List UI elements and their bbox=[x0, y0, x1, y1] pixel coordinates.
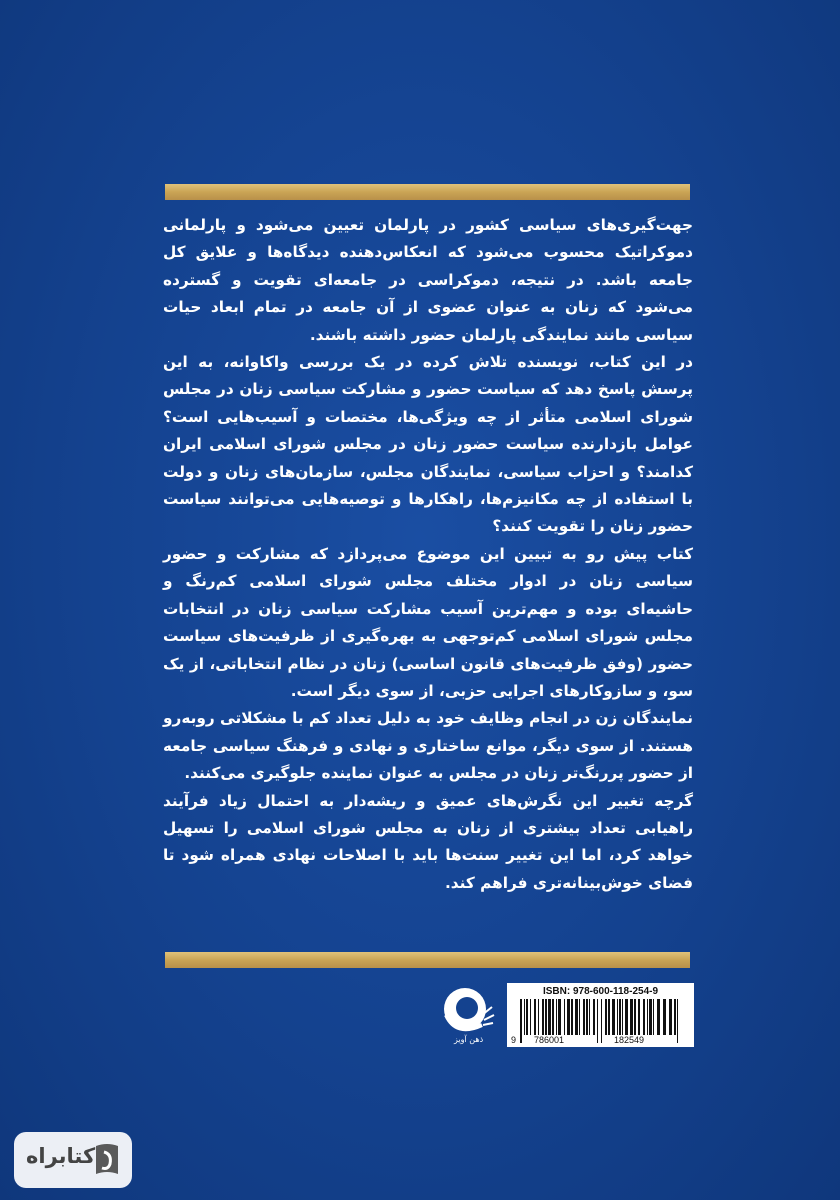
back-cover-description bbox=[163, 212, 693, 897]
isbn-barcode bbox=[507, 983, 694, 1047]
barcode-bar bbox=[526, 999, 528, 1035]
kitabrah-watermark bbox=[14, 1132, 132, 1188]
barcode-bar bbox=[579, 999, 580, 1035]
barcode-bar bbox=[524, 999, 525, 1035]
barcode-bar bbox=[643, 999, 645, 1035]
barcode-bar bbox=[558, 999, 561, 1035]
barcode-bar bbox=[597, 999, 598, 1043]
barcode-bar bbox=[625, 999, 628, 1035]
watermark-label: کتابراه bbox=[26, 1144, 96, 1168]
barcode-bar bbox=[674, 999, 676, 1035]
barcode-lead-digit: 9 bbox=[511, 1035, 517, 1045]
barcode-bar bbox=[605, 999, 607, 1035]
barcode-bar bbox=[538, 999, 539, 1035]
barcode-bar bbox=[653, 999, 654, 1035]
barcode-bar bbox=[617, 999, 618, 1035]
barcode-bar bbox=[548, 999, 551, 1035]
barcode-bar bbox=[542, 999, 544, 1035]
barcode-bar bbox=[634, 999, 636, 1035]
barcode-bar bbox=[657, 999, 660, 1035]
description-paragraph-2: در این کتاب، نویسنده تلاش کرده در یک بررسی واکاوانه، به این پرسش پاسخ دهد که سیاست حضور و مشارکت سیاسی زنان در مجلس شورای اسلامی متأثر از چه ویژگی‌ها، مختصات و آسیب‌هایی است؟ عوامل بازدارنده سیاست حضور زنان در مجلس شورای اسلامی ایران کدامند؟ و احزاب سیاسی، نمایندگان مجلس، سازمان‌های زنان و دولت با استفاده از چه مکانیزم‌ها، راهکارها و توصیه‌هایی می‌توانند سیاست حضور زنان را تقویت کنند؟ bbox=[163, 353, 693, 536]
barcode-bar bbox=[630, 999, 633, 1035]
barcode-bar bbox=[567, 999, 570, 1035]
description-paragraph-5: گرچه تغییر این نگرش‌های عمیق و ریشه‌دار به احتمال زیاد فرآیند راهیابی تعداد بیشتری از زنان به مجلس شورای اسلامی را تسهیل خواهد کرد، اما این تغییر سنت‌ها باید با اصلاحات نهادی همراه شود تا فضای خوش‌بینانه‌تری فراهم کند. bbox=[163, 791, 693, 892]
barcode-bar bbox=[534, 999, 536, 1035]
barcode-bar bbox=[593, 999, 595, 1035]
barcode-bar bbox=[571, 999, 573, 1035]
isbn-label: ISBN: 978-600-118-254-9 bbox=[542, 986, 659, 997]
publisher-name: ذهن آویز bbox=[454, 1035, 484, 1044]
barcode-bar bbox=[669, 999, 672, 1035]
barcode-bar bbox=[552, 999, 554, 1035]
book-logo-icon bbox=[90, 1140, 124, 1180]
barcode-bar bbox=[589, 999, 590, 1035]
description-paragraph-4: نمایندگان زن در انجام وظایف خود به دلیل تعداد کم با مشکلاتی روبه‌رو هستند. از سوی دیگر، موانع ساختاری و نهادی و فرهنگ سیاسی جامعه از حضور پررنگ‌تر زنان در مجلس به عنوان نماینده جلوگیری می‌کنند. bbox=[163, 709, 693, 783]
barcode-right-digits: 182549 bbox=[614, 1035, 645, 1045]
barcode-bar bbox=[622, 999, 623, 1035]
barcode-bar bbox=[608, 999, 610, 1035]
barcode-bar bbox=[583, 999, 585, 1035]
description-paragraph-3: کتاب پیش رو به تبیین این موضوع می‌پردازد که مشارکت و حضور سیاسی زنان در ادوار مختلف مجلس شورای اسلامی کم‌رنگ و حاشیه‌ای بوده و مهم‌ترین آسیب مشارکت سیاسی زنان در انتخابات مجلس شورای اسلامی کم‌توجهی به بهره‌گیری از ظرفیت‌های سیاست حضور (وفق ظرفیت‌های قانون اساسی) زنان در نظام انتخاباتی، از یک سو، و سازوکارهای اجرایی حزبی، از سوی دیگر است. bbox=[163, 544, 693, 700]
barcode-bar bbox=[663, 999, 666, 1035]
barcode-bar bbox=[530, 999, 531, 1035]
barcode-bar bbox=[586, 999, 588, 1035]
barcode-bar bbox=[601, 999, 602, 1043]
publisher-logo bbox=[438, 985, 496, 1047]
barcode-bar bbox=[612, 999, 615, 1035]
barcode-bar bbox=[677, 999, 678, 1043]
description-paragraph-1: جهت‌گیری‌های سیاسی کشور در پارلمان تعیین می‌شود و پارلمانی دموکراتیک محسوب می‌شود که انعکاس‌دهنده دیدگاه‌ها و علایق کل جامعه باشد. در نتیجه، دموکراسی در جامعه‌ای تقویت و گسترده می‌شود که زنان به عنوان عضوی از آن جامعه در تمام ابعاد حیات سیاسی مانند نمایندگی پارلمان حضور داشته باشند. bbox=[163, 216, 693, 344]
barcode-bar bbox=[638, 999, 640, 1035]
barcode-bar bbox=[647, 999, 648, 1035]
barcode-bar bbox=[564, 999, 565, 1035]
barcode-bar bbox=[649, 999, 652, 1035]
barcode-left-digits: 786001 bbox=[534, 1035, 565, 1045]
barcode-bar bbox=[575, 999, 578, 1035]
barcode-bar bbox=[619, 999, 621, 1035]
top-gold-divider bbox=[165, 184, 690, 200]
barcode-bar bbox=[556, 999, 557, 1035]
bottom-gold-divider bbox=[165, 952, 690, 968]
barcode-bar bbox=[520, 999, 522, 1043]
barcode-bar bbox=[545, 999, 547, 1035]
